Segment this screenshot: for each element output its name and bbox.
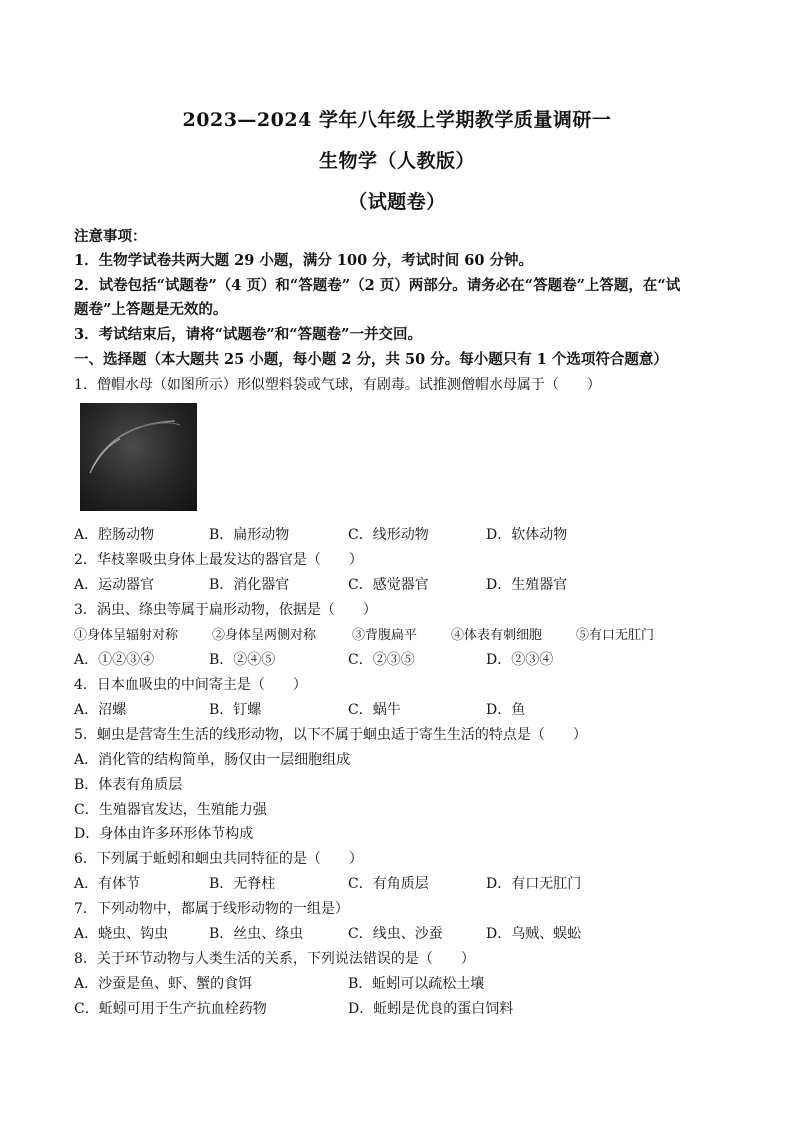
option-b[interactable]: B．钉螺 bbox=[209, 702, 262, 718]
option-c[interactable]: C．线虫、沙蚕 bbox=[348, 926, 443, 942]
option-c[interactable]: C．有角质层 bbox=[348, 876, 429, 892]
option-c[interactable]: C．②③⑤ bbox=[348, 652, 415, 668]
option-a[interactable]: A．消化管的结构简单，肠仅由一层细胞组成 bbox=[74, 752, 351, 768]
option-d[interactable]: D．有口无肛门 bbox=[486, 876, 582, 892]
paper-type: （试题卷） bbox=[348, 191, 446, 213]
option-d[interactable]: D．②③④ bbox=[486, 652, 554, 668]
option-b[interactable]: B．无脊柱 bbox=[209, 876, 276, 892]
option-c[interactable]: C．感觉器官 bbox=[348, 577, 429, 593]
option-b[interactable]: B．扁形动物 bbox=[209, 527, 290, 543]
option-a[interactable]: A．沼螺 bbox=[74, 702, 127, 718]
statement-item: ④体表有刺细胞 bbox=[451, 628, 543, 643]
option-d[interactable]: D．生殖器官 bbox=[486, 577, 568, 593]
option-d[interactable]: D．蚯蚓是优良的蛋白饲料 bbox=[348, 1001, 514, 1017]
option-a[interactable]: A．有体节 bbox=[74, 876, 141, 892]
option-c[interactable]: C．生殖器官发达，生殖能力强 bbox=[74, 802, 267, 818]
statement-item: ③背腹扁平 bbox=[352, 628, 418, 643]
question-stem: 2．华枝睾吸虫身体上最发达的器官是（ ） bbox=[74, 552, 363, 568]
note-item: 3．考试结束后，请将“试题卷”和“答题卷”一并交回。 bbox=[74, 326, 422, 343]
option-b[interactable]: B．②④⑤ bbox=[209, 652, 276, 668]
note-item: 2．试卷包括“试题卷”（4 页）和“答题卷”（2 页）两部分。请务必在“答题卷”上答题，在“试 bbox=[74, 277, 681, 294]
option-d[interactable]: D．身体由许多环形体节构成 bbox=[74, 826, 254, 842]
option-a[interactable]: A．运动器官 bbox=[74, 577, 155, 593]
question-stem: 1．僧帽水母（如图所示）形似塑料袋或气球，有剧毒。试推测僧帽水母属于（ ） bbox=[74, 377, 601, 393]
option-c[interactable]: C．蚯蚓可用于生产抗血栓药物 bbox=[74, 1001, 267, 1017]
statement-item: ②身体呈两侧对称 bbox=[212, 628, 317, 643]
exam-title: 2023—2024 学年八年级上学期教学质量调研一 bbox=[182, 109, 612, 131]
section-heading: 一、选择题（本大题共 25 小题，每小题 2 分，共 50 分。每小题只有 1 个选项符合题意） bbox=[74, 351, 668, 368]
option-a[interactable]: A．沙蚕是鱼、虾、蟹的食饵 bbox=[74, 976, 253, 992]
question-stem: 3．涡虫、绦虫等属于扁形动物，依据是（ ） bbox=[74, 602, 377, 618]
jellyfish-photo bbox=[80, 403, 197, 511]
exam-subject: 生物学（人教版） bbox=[318, 150, 475, 172]
question-stem: 4．日本血吸虫的中间寄主是（ ） bbox=[74, 677, 307, 693]
option-d[interactable]: D．软体动物 bbox=[486, 527, 568, 543]
question-stem: 5．蛔虫是营寄生生活的线形动物，以下不属于蛔虫适于寄生生活的特点是（ ） bbox=[74, 727, 587, 743]
option-c[interactable]: C．线形动物 bbox=[348, 527, 429, 543]
option-a[interactable]: A．①②③④ bbox=[74, 652, 155, 668]
note-item: 1．生物学试卷共两大题 29 小题，满分 100 分，考试时间 60 分钟。 bbox=[74, 252, 533, 269]
option-b[interactable]: B．丝虫、绦虫 bbox=[209, 926, 304, 942]
question-stem: 6．下列属于蚯蚓和蛔虫共同特征的是（ ） bbox=[74, 851, 363, 867]
option-a[interactable]: A．蛲虫、钩虫 bbox=[74, 926, 169, 942]
statement-item: ①身体呈辐射对称 bbox=[74, 628, 179, 643]
option-d[interactable]: D．乌贼、蜈蚣 bbox=[486, 926, 582, 942]
option-b[interactable]: B．蚯蚓可以疏松土壤 bbox=[348, 976, 485, 992]
question-stem: 8．关于环节动物与人类生活的关系，下列说法错误的是（ ） bbox=[74, 951, 475, 967]
statement-item: ⑤有口无肛门 bbox=[576, 628, 655, 643]
option-a[interactable]: A．腔肠动物 bbox=[74, 527, 155, 543]
notes-heading: 注意事项： bbox=[74, 228, 147, 245]
option-c[interactable]: C．蜗牛 bbox=[348, 702, 401, 718]
option-d[interactable]: D．鱼 bbox=[486, 702, 526, 718]
note-item: 题卷”上答题是无效的。 bbox=[74, 301, 228, 318]
option-b[interactable]: B．体表有角质层 bbox=[74, 777, 183, 793]
question-stem: 7．下列动物中，都属于线形动物的一组是） bbox=[74, 901, 349, 917]
option-b[interactable]: B．消化器官 bbox=[209, 577, 290, 593]
